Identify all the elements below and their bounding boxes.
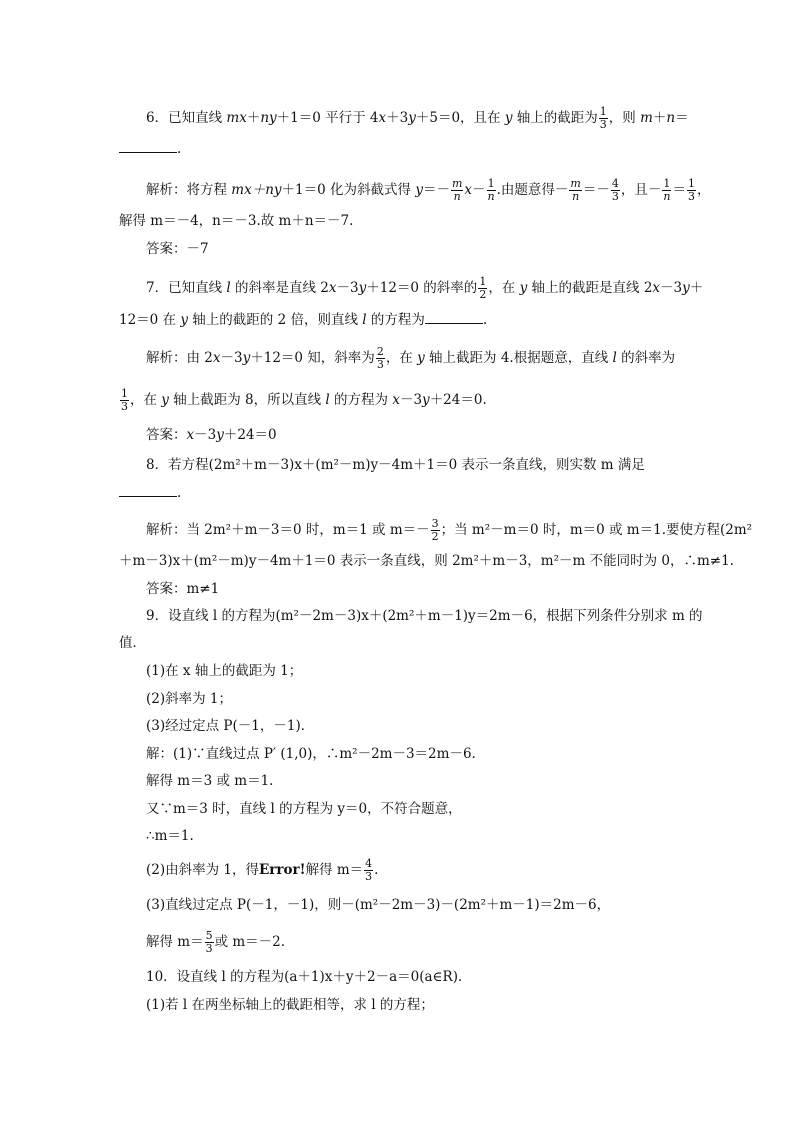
- q7-answer: 答案：x－3y＋24＝0: [146, 427, 277, 443]
- fraction: $\frac{1}{3}$: [599, 105, 607, 131]
- q9-condition-1: (1)在 x 轴上的截距为 1；: [146, 663, 303, 679]
- fraction: $\frac{1}{3}$: [687, 177, 695, 203]
- q9-condition-3: (3)经过定点 P(－1，－1)．: [146, 718, 315, 734]
- q7-stem-line2: 12＝0 在 y 轴上的截距的 2 倍，则直线 l 的方程为 .: [119, 312, 488, 328]
- q6-solution-line2: 解得 m＝－4，n＝－3.故 m＋n＝－7.: [119, 213, 354, 229]
- fraction: $\frac{1}{n}$: [487, 177, 495, 203]
- q8-solution-line1: 解析：当 2m²＋m－3＝0 时，m＝1 或 m＝－ $\frac{3}{2}$ ；当 m²－m＝0 时，m＝0 或 m＝1.要使方程(2m²: [146, 517, 753, 543]
- fraction: $\frac{4}{3}$: [365, 857, 373, 883]
- q10-stem-line1: 10．设直线 l 的方程为(a＋1)x＋y＋2－a＝0(a∈R)．: [146, 969, 472, 985]
- q7-stem-line1: 7．已知直线 l 的斜率是直线 2x－3y＋12＝0 的斜率的 $\frac{1}{2}$ ，在 y 轴上的截距是直线 2x－3y＋: [146, 275, 704, 301]
- fraction: $\frac{5}{3}$: [205, 929, 213, 955]
- fraction: $\frac{1}{3}$: [121, 387, 128, 413]
- fraction: $\frac{2}{3}$: [376, 345, 384, 371]
- q8-stem-line1: 8．若方程(2m²＋m－3)x＋(m²－m)y－4m＋1＝0 表示一条直线，则实数 m 满足: [146, 457, 645, 473]
- fraction: $\frac{4}{3}$: [611, 177, 619, 203]
- q9-condition-2: (2)斜率为 1；: [146, 691, 233, 707]
- q7-solution-line1: 解析：由 2x－3y＋12＝0 知，斜率为 $\frac{2}{3}$ ，在 y 轴上截距为 4.根据题意，直线 l 的斜率为: [146, 345, 676, 371]
- q8-solution-line2: ＋m－3)x＋(m²－m)y－4m＋1＝0 表示一条直线，则 2m²＋m－3，m²－m 不能同时为 0，∴m≠1.: [119, 553, 734, 569]
- q9-solution-line5: (2)由斜率为 1，得Error!解得 m＝ $\frac{4}{3}$ .: [146, 857, 379, 883]
- fraction: $\frac{1}{2}$: [479, 275, 487, 301]
- q8-stem-line2: .: [119, 484, 181, 502]
- answer-blank: [119, 140, 177, 153]
- fraction: $\frac{m}{n}$: [451, 177, 463, 203]
- q6-answer: 答案：－7: [146, 241, 209, 257]
- q9-solution-line4: ∴m＝1.: [146, 828, 194, 844]
- q9-solution-line2: 解得 m＝3 或 m＝1.: [146, 773, 274, 789]
- answer-blank: [119, 484, 177, 497]
- q9-stem-line2: 值．: [119, 635, 146, 651]
- error-marker: Error!: [259, 862, 306, 878]
- q9-solution-line3: 又∵m＝3 时，直线 l 的方程为 y＝0，不符合题意，: [146, 801, 462, 817]
- q6-stem-line1: 6．已知直线 mx＋ny＋1＝0 平行于 4x＋3y＋5＝0，且在 y 轴上的截距为 $\frac{1}{3}$ ，则 m＋n＝: [146, 105, 689, 131]
- q8-answer: 答案：m≠1: [146, 581, 220, 597]
- q9-stem-line1: 9．设直线 l 的方程为(m²－2m－3)x＋(2m²＋m－1)y＝2m－6，根据下列条件分别求 m 的: [146, 608, 703, 624]
- q6-stem-line2: .: [119, 140, 181, 158]
- fraction: $\frac{m}{n}$: [570, 177, 581, 203]
- q9-solution-line7: 解得 m＝ $\frac{5}{3}$ 或 m＝－2.: [146, 929, 286, 955]
- fraction: $\frac{3}{2}$: [431, 517, 439, 543]
- q9-solution-line1: 解：(1)∵直线过点 P′ (1,0)，∴m²－2m－3＝2m－6.: [146, 746, 476, 762]
- q9-solution-line6: (3)直线过定点 P(－1，－1)，则－(m²－2m－3)－(2m²＋m－1)＝2m－6，: [146, 897, 611, 913]
- q10-condition-1: (1)若 l 在两坐标轴上的截距相等，求 l 的方程；: [146, 997, 434, 1013]
- q7-solution-line2: $\frac{1}{3}$ ，在 y 轴上截距为 8，所以直线 l 的方程为 x－3y＋24＝0.: [121, 387, 487, 413]
- q6-solution-line1: 解析：将方程 mx＋ny＋1＝0 化为斜截式得 y＝－ $\frac{m}{n}$ x－ $\frac{1}{n}$ .由题意得－ $\frac{m}{n}$ ＝－ $\frac{4}{3}$ ，且－ $\frac{1}{n}$ ＝ $\frac{1}{3}$ ，: [146, 177, 711, 203]
- answer-blank: [425, 311, 483, 324]
- fraction: $\frac{1}{n}$: [663, 177, 671, 203]
